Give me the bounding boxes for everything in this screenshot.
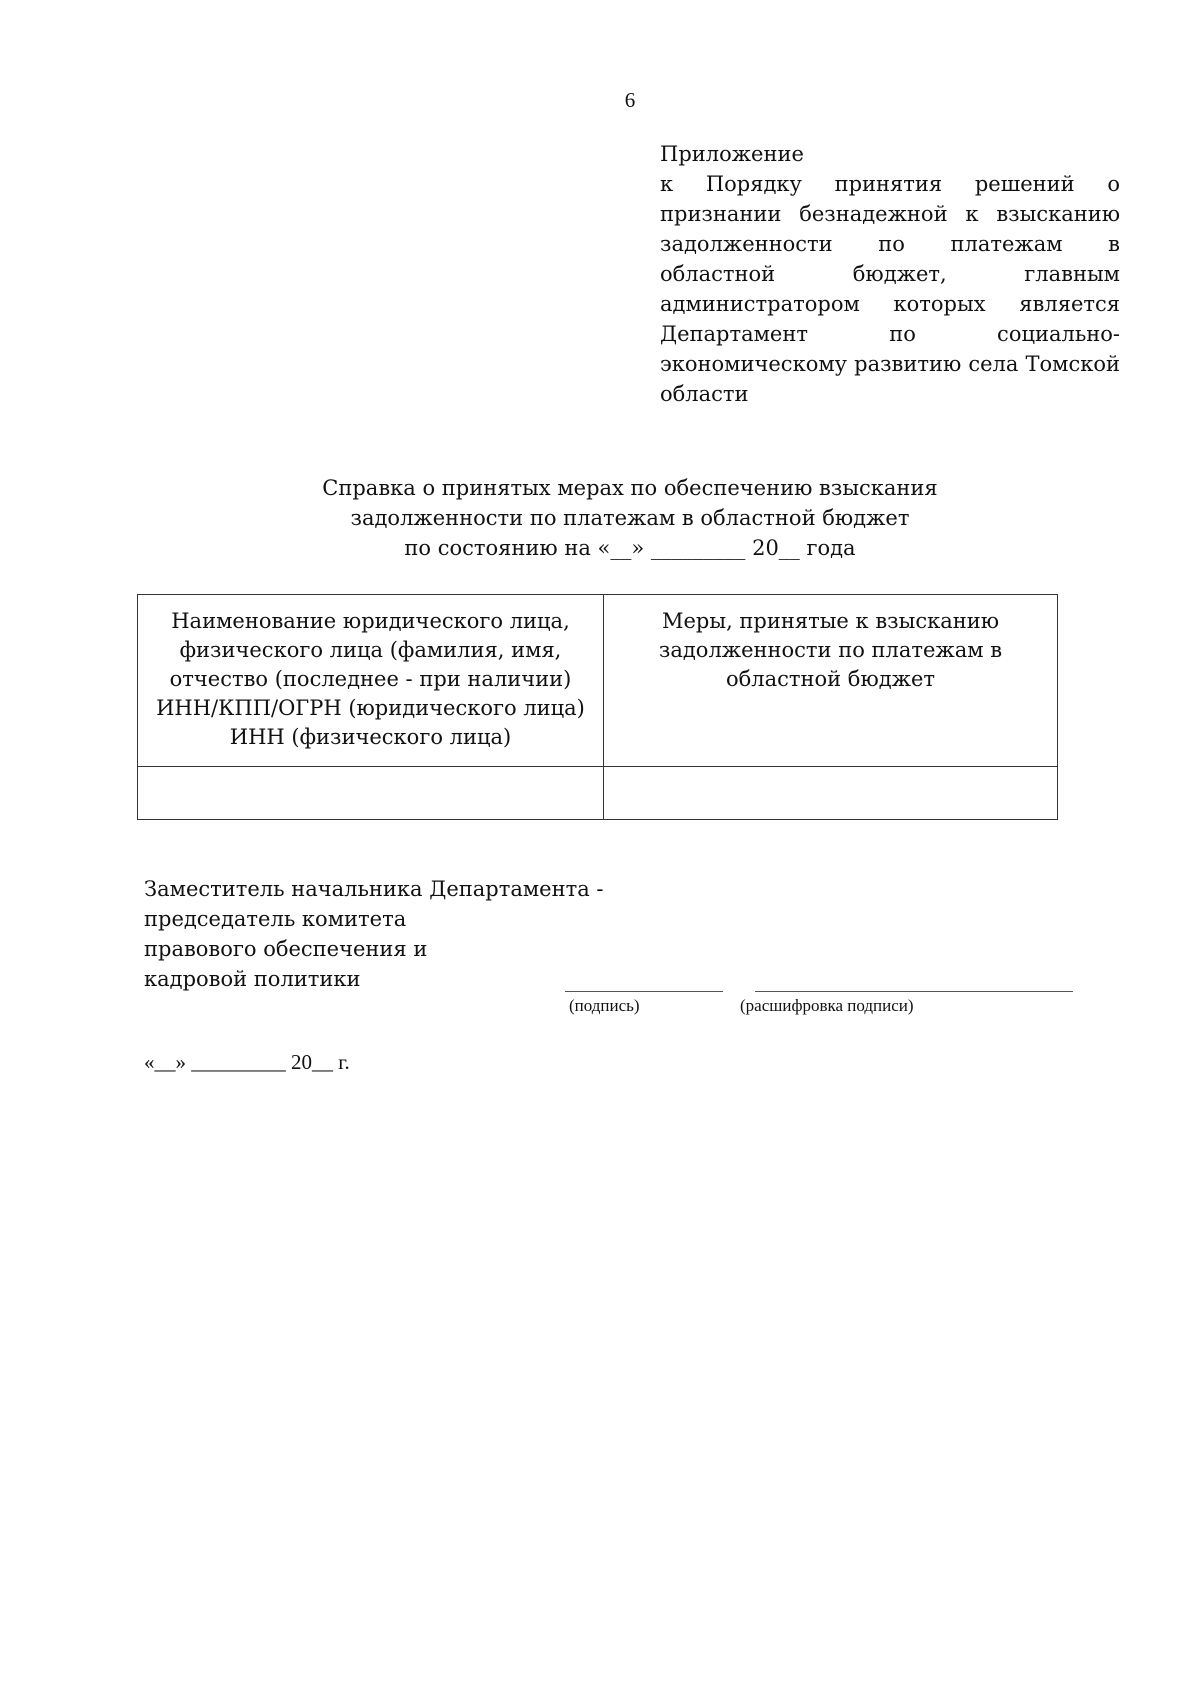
header-debtor-line: ИНН/КПП/ОГРН (юридического лица) — [156, 696, 585, 720]
table-cell-measures[interactable] — [604, 767, 1058, 820]
date-line: «__» _________ 20__ г. — [144, 1050, 350, 1074]
header-measures-line: задолженности по платежам в — [658, 638, 1003, 662]
header-debtor-line: физического лица (фамилия, имя, — [179, 638, 562, 662]
header-debtor-line: Наименование юридического лица, — [171, 609, 570, 633]
table-cell-debtor[interactable] — [138, 767, 604, 820]
signature-decode-line[interactable] — [755, 991, 1073, 992]
document-title-line-2: задолженности по платежам в областной бюджет — [350, 506, 910, 530]
page-number: 6 — [624, 88, 636, 112]
appendix-block — [660, 139, 1120, 409]
header-debtor-line: ИНН (физического лица) — [229, 725, 512, 749]
header-measures-line: Меры, принятые к взысканию — [661, 609, 1000, 633]
signer-position — [144, 874, 664, 994]
table-row — [138, 767, 1058, 820]
header-measures — [604, 595, 1058, 767]
signature-line[interactable] — [565, 991, 723, 992]
signer-line-4: кадровой политики — [144, 967, 361, 991]
appendix-title: Приложение — [660, 142, 804, 166]
signature-decode-caption: (расшифровка подписи) — [740, 996, 914, 1015]
signer-line-1: Заместитель начальника Департамента - — [144, 877, 604, 901]
header-debtor-line: отчество (последнее - при наличии) — [169, 667, 572, 691]
header-measures-line: областной бюджет — [725, 667, 936, 691]
appendix-body: к Порядку принятия решений о признании безнадежной к взысканию задолженности по платежам в областной бюджет, главным администратором которых является Департамент по социально-экономическому развитию села Томской области — [660, 172, 1120, 406]
signature-caption: (подпись) — [569, 996, 640, 1015]
document-title-line-1: Справка о принятых мерах по обеспечению взыскания — [322, 476, 938, 500]
document-title — [230, 473, 1030, 563]
document-title-line-3: по состоянию на «__» _________ 20__ года — [404, 536, 856, 560]
table-header-row — [138, 595, 1058, 767]
signer-line-3: правового обеспечения и — [144, 937, 428, 961]
header-debtor-name — [138, 595, 604, 767]
signer-line-2: председатель комитета — [144, 907, 407, 931]
measures-table — [137, 594, 1058, 820]
